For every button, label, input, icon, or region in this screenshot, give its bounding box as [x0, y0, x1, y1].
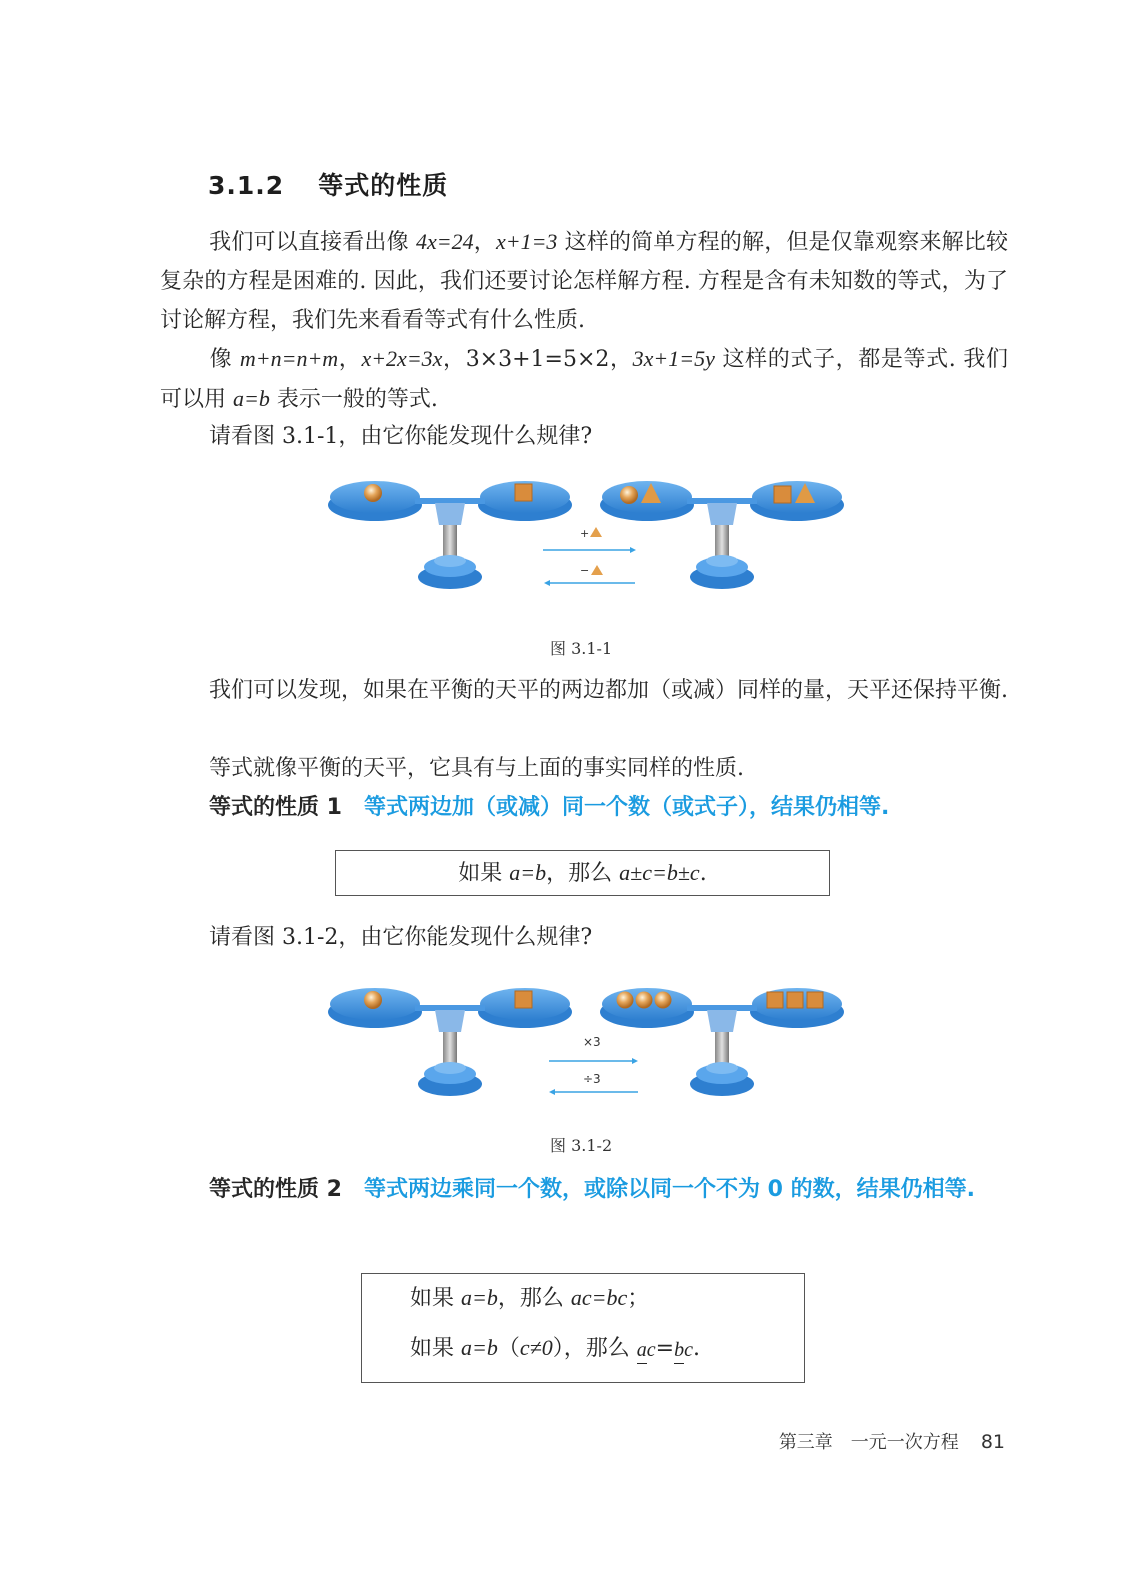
paragraph-equation-like-balance: 等式就像平衡的天平，它具有与上面的事实同样的性质. — [209, 756, 744, 781]
figure-balance-multiply-divide — [325, 972, 845, 1107]
paragraph-see-figure-1: 请看图 3.1-1，由它你能发现什么规律? — [209, 424, 593, 449]
property-label: 等式的性质 2 — [209, 1177, 342, 1202]
formula-line-divide: 如果 a=b（c≠0），那么 ac=bc. — [410, 1326, 700, 1371]
property-1-formula-box: 如果 a=b，那么 a±c=b±c. — [335, 850, 830, 896]
fraction-a-over-c: ac — [637, 1339, 656, 1360]
divide-label: ÷3 — [583, 1072, 601, 1086]
math-expression: m+n=n+m — [239, 346, 339, 371]
math-expression: a=b — [233, 386, 270, 411]
multiply-label: ×3 — [583, 1035, 601, 1049]
property-statement: 等式两边乘同一个数，或除以同一个不为 0 的数，结果仍相等. — [363, 1177, 975, 1202]
section-title: 等式的性质 — [318, 171, 449, 200]
balance-illustration — [325, 972, 845, 1107]
paragraph-intro: 我们可以直接看出像 4x=24，x+1=3 这样的简单方程的解，但是仅靠观察来解比较复杂的方程是困难的. 因此，我们还要讨论怎样解方程. 方程是含有未知数的等式，为了讨论解方程，我们先来看看等式有什么性质. — [160, 229, 1008, 333]
paragraph-see-figure-2: 请看图 3.1-2，由它你能发现什么规律? — [209, 925, 593, 950]
figure-caption: 图 3.1-2 — [550, 1136, 613, 1155]
figure-caption: 图 3.1-1 — [550, 639, 613, 658]
formula-line-multiply: 如果 a=b，那么 ac=bc； — [410, 1285, 650, 1311]
chapter-title: 第三章 一元一次方程 — [778, 1432, 959, 1453]
paragraph-balance-observation: 我们可以发现，如果在平衡的天平的两边都加（或减）同样的量，天平还保持平衡. — [209, 678, 1008, 703]
math-expression: x+1=3 — [495, 229, 558, 254]
property-1 — [160, 788, 1008, 827]
svg-text:+: + — [580, 527, 590, 540]
fraction-b-over-c: bc — [674, 1339, 693, 1360]
section-number: 3.1.2 — [208, 171, 285, 200]
svg-text:−: − — [580, 564, 590, 577]
paragraph-equation-examples: 像 m+n=n+m，x+2x=3x，3×3+1=5×2，3x+1=5y 这样的式子，都是等式. 我们可以用 a=b 表示一般的等式. — [160, 346, 1008, 412]
section-heading — [208, 166, 448, 202]
property-statement: 等式两边加（或减）同一个数（或式子），结果仍相等. — [363, 795, 890, 820]
math-expression: 4x=24 — [415, 229, 474, 254]
property-2-formula-box — [361, 1273, 805, 1383]
page-number: 81 — [980, 1431, 1005, 1453]
page-footer — [779, 1428, 1005, 1454]
property-label: 等式的性质 1 — [209, 795, 342, 820]
math-expression: 3x+1=5y — [632, 346, 715, 371]
property-2 — [160, 1170, 1008, 1209]
math-expression: 3×3+1=5×2 — [465, 347, 610, 372]
balance-illustration — [325, 465, 845, 600]
figure-balance-add-subtract — [325, 465, 845, 600]
math-expression: x+2x=3x — [361, 346, 443, 371]
